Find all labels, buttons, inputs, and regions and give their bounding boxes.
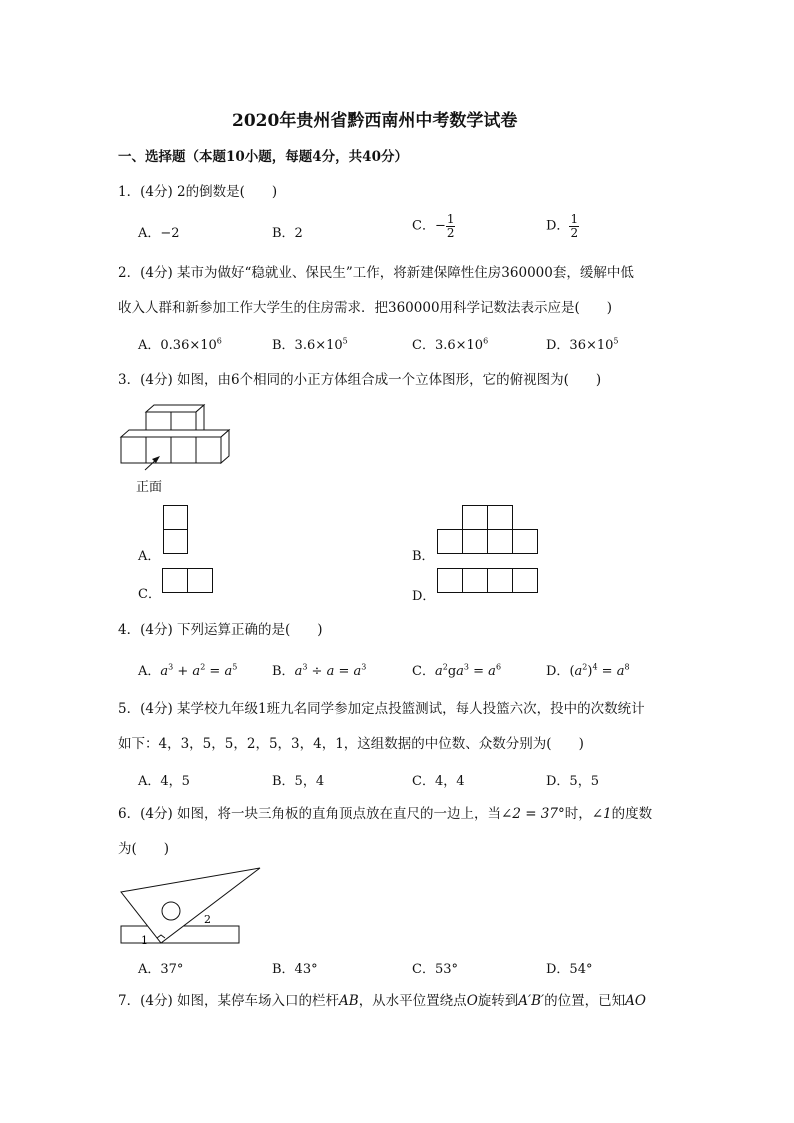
var: a xyxy=(574,664,583,679)
op: + xyxy=(173,664,193,679)
q2-c-base: C．3.6×10 xyxy=(412,338,484,353)
q3-option-b: B． xyxy=(412,549,435,564)
var: a xyxy=(160,664,169,679)
exp: 2 xyxy=(442,662,448,672)
q6-option-b: B．43° xyxy=(272,962,318,977)
q2-b-exp: 5 xyxy=(342,336,348,346)
q2-d-exp: 5 xyxy=(613,336,619,346)
op: = xyxy=(469,664,489,679)
q6-text: 的度数 xyxy=(611,806,653,822)
question-5-line-2: 如下：4，3，5，5，2，5，3，4，1，这组数据的中位数、众数分别为( ) xyxy=(118,736,584,752)
q7-segment-ao: AO xyxy=(625,993,646,1009)
fraction-denominator: 2 xyxy=(570,225,579,240)
q2-option-d xyxy=(546,334,619,353)
q3-option-c: C． xyxy=(138,587,161,602)
var: a xyxy=(488,664,496,679)
op: ÷ xyxy=(307,664,327,679)
q7-segment-apbp: A′B′ xyxy=(518,993,545,1009)
exp: 3 xyxy=(168,662,174,672)
q6-text: 时， xyxy=(564,806,592,822)
q3-option-a-view xyxy=(163,505,189,555)
op: = xyxy=(205,664,225,679)
q4-option-c xyxy=(412,660,501,679)
var: a xyxy=(224,664,233,679)
q1-option-d-fraction xyxy=(569,213,579,239)
q1-option-c-prefix: C．− xyxy=(412,218,446,234)
q2-option-c xyxy=(412,334,488,353)
q1-option-d xyxy=(546,213,579,239)
question-2-line-1: 2．(4分) 某市为做好“稳就业、保民生”工作，将新建保障性住房360000套，缓解中低 xyxy=(118,265,634,281)
q7-text: ，从水平位置绕点 xyxy=(358,993,467,1009)
option-letter: C． xyxy=(412,664,435,679)
q4-option-b xyxy=(272,660,366,679)
q7-text: 的位置，已知 xyxy=(544,993,626,1009)
exp: 6 xyxy=(495,662,502,672)
option-letter: A． xyxy=(138,664,161,679)
q3-option-d-view xyxy=(437,568,541,594)
q3-front-label: 正面 xyxy=(136,480,163,495)
q2-option-b xyxy=(272,334,348,353)
q7-text: 旋转到 xyxy=(477,993,519,1009)
q4-option-d: D．$(a^2)^4 = a^8$ xyxy=(546,662,630,679)
exp: 8 xyxy=(624,662,630,672)
question-3-stem: 3．(4分) 如图，由6个相同的小正方体组合成一个立体图形，它的俯视图为( ) xyxy=(118,372,602,388)
option-letter: B． xyxy=(272,664,295,679)
exp: 5 xyxy=(232,662,238,672)
q3-option-a: A． xyxy=(138,549,161,564)
q5-option-a: A．4，5 xyxy=(138,774,190,789)
page-title: 2020年贵州省黔西南州中考数学试卷 xyxy=(232,111,518,131)
q6-ruler-triangle-figure xyxy=(118,865,263,950)
exp: 3 xyxy=(361,662,367,672)
fraction-numerator: 1 xyxy=(446,212,455,226)
q2-option-a xyxy=(138,334,222,353)
var: a xyxy=(456,664,464,679)
q1-option-d-prefix: D． xyxy=(546,218,570,234)
question-4-stem: 4．(4分) 下列运算正确的是( ) xyxy=(118,622,323,638)
q1-option-b: B．2 xyxy=(272,226,303,241)
q6-angle-2: ∠2 = 37° xyxy=(501,806,565,822)
question-1-stem: 1．(4分) 2的倒数是( ) xyxy=(118,184,278,200)
exp: 2 xyxy=(200,662,206,672)
q5-option-b: B．5，4 xyxy=(272,774,325,789)
exp: 2 xyxy=(582,662,588,672)
q6-text: 6．(4分) 如图，将一块三角板的直角顶点放在直尺的一边上，当 xyxy=(118,806,502,822)
question-6-line-2: 为( ) xyxy=(118,841,170,857)
q2-a-exp: 6 xyxy=(216,336,222,346)
var: a xyxy=(192,664,201,679)
section-heading: 一、选择题（本题10小题，每题4分，共40分） xyxy=(118,149,408,165)
q3-option-b-view xyxy=(437,505,541,555)
q2-d-base: D．36×10 xyxy=(546,338,614,353)
q5-option-d: D．5，5 xyxy=(546,774,599,789)
op: g xyxy=(447,664,457,679)
exp: 4 xyxy=(592,662,598,672)
exp: 3 xyxy=(463,662,469,672)
q7-text: 7．(4分) 如图，某停车场入口的栏杆 xyxy=(118,993,340,1009)
question-2-line-2: 收入人群和新参加工作大学生的住房需求．把360000用科学记数法表示应是( ) xyxy=(118,300,613,316)
q3-option-d: D． xyxy=(412,589,436,604)
q7-segment-ab: AB xyxy=(339,993,359,1009)
q2-b-base: B．3.6×10 xyxy=(272,338,343,353)
question-6-line-1 xyxy=(118,802,652,822)
q6-label-2: 2 xyxy=(204,913,211,926)
q2-c-exp: 6 xyxy=(483,336,489,346)
q5-option-c: C．4，4 xyxy=(412,774,465,789)
q6-option-d: D．54° xyxy=(546,962,593,977)
q1-option-c xyxy=(412,213,455,239)
q3-option-c-view xyxy=(162,568,214,594)
q1-option-a: A．−2 xyxy=(138,226,180,241)
exp: 3 xyxy=(302,662,308,672)
q1-option-c-fraction xyxy=(446,213,456,239)
var: a xyxy=(353,664,362,679)
op: = xyxy=(597,664,617,679)
q6-label-1: 1 xyxy=(141,934,148,947)
var: a xyxy=(326,664,335,679)
q6-option-a: A．37° xyxy=(138,962,184,977)
question-7-line-1 xyxy=(118,989,646,1009)
var: a xyxy=(294,664,303,679)
q7-point-o: O xyxy=(466,993,478,1009)
var: a xyxy=(434,664,443,679)
var: a xyxy=(616,664,625,679)
q2-a-base: A．0.36×10 xyxy=(138,338,217,353)
option-letter: D． xyxy=(546,664,570,679)
fraction-numerator: 1 xyxy=(570,212,579,226)
op: = xyxy=(334,664,354,679)
fraction-denominator: 2 xyxy=(446,225,455,240)
question-5-line-1: 5．(4分) 某学校九年级1班九名同学参加定点投篮测试，每人投篮六次，投中的次数统计 xyxy=(118,701,645,717)
q6-angle-1: ∠1 xyxy=(591,806,612,822)
q4-option-a xyxy=(138,660,237,679)
q6-option-c: C．53° xyxy=(412,962,458,977)
